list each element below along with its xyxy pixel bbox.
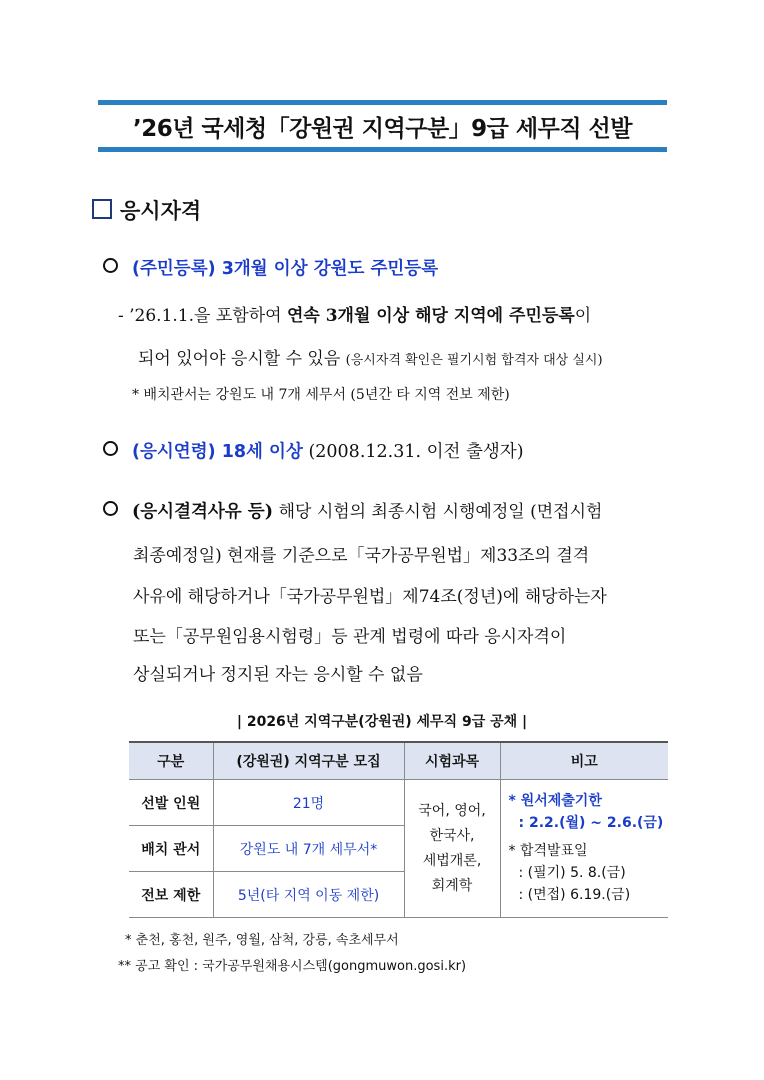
title-top-bar — [98, 100, 667, 105]
subject-line: 세법개론, — [422, 852, 482, 869]
subjects-cell — [404, 780, 500, 918]
square-bullet-icon — [92, 199, 112, 219]
circle-bullet-icon — [103, 258, 118, 273]
item-disqualification — [103, 497, 602, 523]
table-caption: | 2026년 지역구분(강원권) 세무직 9급 공채 | — [236, 714, 528, 730]
residency-text-2: 되어 있어야 응시할 수 있음 — [138, 349, 346, 369]
title-banner — [98, 100, 667, 152]
result-written: : (필기) 5. 8.(금) — [518, 865, 626, 881]
title-bottom-bar — [98, 147, 667, 152]
header-recruit: (강원권) 지역구분 모집 — [213, 742, 404, 780]
residency-emphasis: 연속 3개월 이상 해당 지역에 주민등록 — [286, 306, 575, 326]
item-disq-line-2: 최종예정일) 현재를 기준으로「국가공무원법」제33조의 결격 — [133, 546, 590, 566]
residency-text-end: 이 — [574, 306, 592, 326]
circle-bullet-icon — [103, 441, 118, 456]
residency-line-1 — [118, 301, 591, 326]
header-remarks: 비고 — [500, 742, 668, 780]
footnote-offices: * 춘천, 홍천, 원주, 영월, 삼척, 강릉, 속초세무서 — [125, 933, 399, 948]
item-residency — [103, 255, 438, 280]
residency-note-inline: (응시자격 확인은 필기시험 합격자 대상 실시) — [345, 353, 603, 368]
residency-office-note: * 배치관서는 강원도 내 7개 세무서 (5년간 타 지역 전보 제한) — [132, 387, 510, 403]
result-title: * 합격발표일 — [508, 843, 588, 859]
residency-line-2 — [138, 344, 603, 369]
row-value: 강원도 내 7개 세무서* — [213, 826, 404, 872]
subject-line: 국어, 영어, — [418, 802, 486, 819]
item-disq-line-1: 해당 시험의 최종시험 시행예정일 (면접시험 — [278, 502, 603, 522]
item-disq-line-4: 또는「공무원임용시험령」등 관계 법령에 따라 응시자격이 — [133, 627, 567, 647]
item-disq-line-5: 상실되거나 정지된 자는 응시할 수 없음 — [133, 665, 423, 685]
remarks-cell — [500, 780, 668, 918]
row-value: 21명 — [213, 780, 404, 826]
row-label: 선발 인원 — [129, 780, 213, 826]
footnote-notice: ** 공고 확인 : 국가공무원채용시스템(gongmuwon.gosi.kr) — [118, 959, 467, 974]
subject-line: 한국사, — [429, 827, 475, 844]
item-disq-head: (응시결격사유 등) — [132, 502, 273, 522]
item-disq-line-3: 사유에 해당하거나「국가공무원법」제74조(정년)에 해당하는자 — [133, 587, 607, 607]
item-age-tail: (2008.12.31. 이전 출생자) — [308, 442, 524, 462]
row-value: 5년(타 지역 이동 제한) — [213, 872, 404, 918]
recruitment-table — [129, 741, 668, 918]
row-label: 배치 관서 — [129, 826, 213, 872]
section-heading — [92, 195, 201, 225]
table-row — [129, 780, 668, 826]
subject-line: 회계학 — [431, 877, 473, 894]
row-label: 전보 제한 — [129, 872, 213, 918]
section-label: 응시자격 — [120, 199, 202, 223]
residency-text: - ’26.1.1.을 포함하여 — [118, 306, 287, 326]
deadline-title: * 원서제출기한 — [508, 793, 602, 809]
circle-bullet-icon — [103, 501, 118, 516]
deadline-value: : 2.2.(월) ~ 2.6.(금) — [518, 815, 664, 831]
page-title: ’26년 국세청「강원권 지역구분」9급 세무직 선발 — [133, 116, 632, 142]
header-subjects: 시험과목 — [404, 742, 500, 780]
header-category: 구분 — [129, 742, 213, 780]
item-residency-head: (주민등록) 3개월 이상 강원도 주민등록 — [132, 259, 439, 279]
table-header-row — [129, 742, 668, 780]
item-age-head: (응시연령) 18세 이상 — [132, 442, 303, 462]
result-interview: : (면접) 6.19.(금) — [518, 887, 631, 903]
item-age — [103, 438, 524, 463]
